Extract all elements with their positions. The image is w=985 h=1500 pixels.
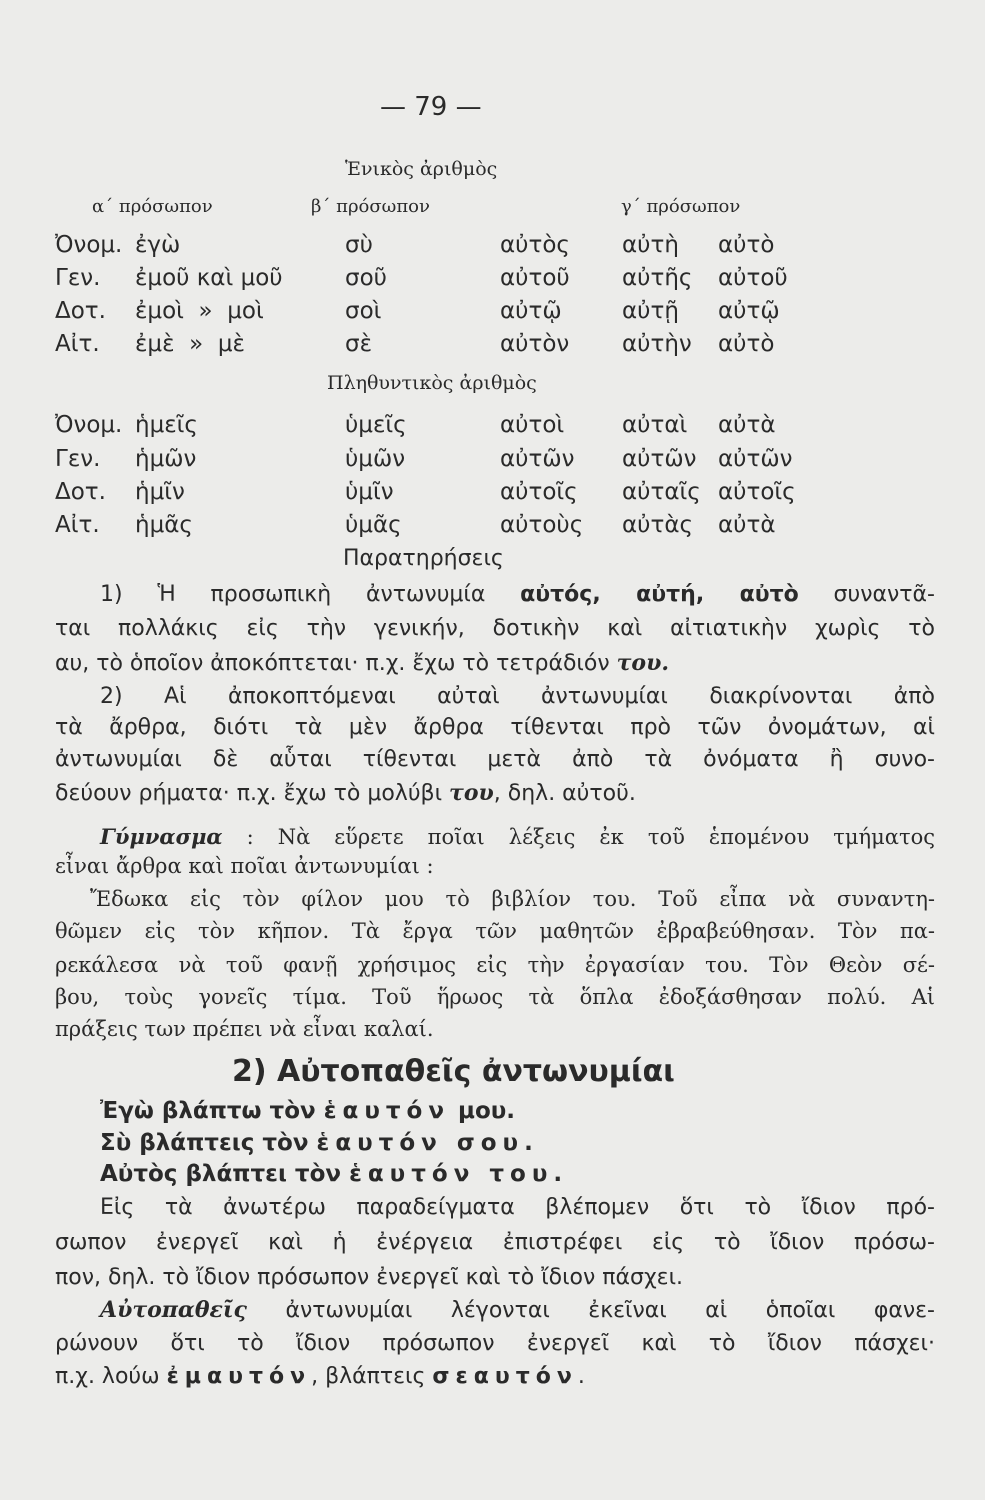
cell-p1: ἡμεῖς <box>135 412 198 438</box>
obs2-line3: ἀντωνυμίαι δὲ αὗται τίθενται μετὰ ἀπὸ τὰ ὀνόματα ἢ συνο- <box>55 747 935 772</box>
exercise-line5: ρεκάλεσα νὰ τοῦ φανῇ χρήσιμος εἰς τὴν ἐργασίαν του. Τὸν Θεὸν σέ- <box>55 953 935 977</box>
plural-heading: Πληθυντικὸς ἀριθμὸς <box>327 372 537 394</box>
cell-masc: αὐτοῦ <box>500 265 570 291</box>
para2-line3: π.χ. λούω ἐμαυτόν, βλάπτεις σεαυτόν. <box>55 1364 585 1389</box>
cell-masc: αὐτῷ <box>500 298 562 324</box>
cell-p2: ὑμᾶς <box>345 512 402 538</box>
case-label: Ὀνομ. <box>55 232 123 258</box>
cell-neut: αὐτοῖς <box>718 479 796 505</box>
cell-neut: αὐτῶν <box>718 446 793 472</box>
section-heading: 2) Αὐτοπαθεῖς ἀντωνυμίαι <box>232 1054 675 1089</box>
person-header-2: β΄ πρόσωπον <box>311 196 430 217</box>
cell-masc: αὐτῶν <box>500 446 575 472</box>
case-label: Δοτ. <box>55 479 106 505</box>
cell-p1: ἐγὼ <box>135 232 181 258</box>
exercise-line4: θῶμεν εἰς τὸν κῆπον. Τὰ ἔργα τῶν μαθητῶν ἐβραβεύθησαν. Τὸν πα- <box>55 919 935 943</box>
exercise-line1: Γύμνασμα : Νὰ εὕρετε ποῖαι λέξεις ἐκ τοῦ ἑπομένου τμήματος <box>100 824 935 849</box>
cell-fem: αὐτὴν <box>622 331 692 357</box>
obs1-line2: ται πολλάκις εἰς τὴν γενικήν, δοτικὴν καὶ αἰτιατικὴν χωρὶς τὸ <box>55 616 935 641</box>
cell-p1: ἐμὲ » μὲ <box>135 331 245 357</box>
example-line: Σὺ βλάπτεις τὸν ἑαυτόν σου. <box>100 1130 539 1156</box>
cell-p2: ὑμεῖς <box>345 412 407 438</box>
cell-p2: ὑμῶν <box>345 446 406 472</box>
example-line: Ἐγὼ βλάπτω τὸν ἑαυτόν μου. <box>100 1098 516 1124</box>
obs2-line4: δεύουν ρήματα· π.χ. ἔχω τὸ μολύβι του, δηλ. αὐτοῦ. <box>55 780 636 806</box>
person-header-1: α΄ πρόσωπον <box>92 196 213 217</box>
case-label: Γεν. <box>55 265 101 291</box>
example-line: Αὐτὸς βλάπτει τὸν ἑαυτόν του. <box>100 1161 569 1187</box>
cell-masc: αὐτοῖς <box>500 479 578 505</box>
cell-p1: ἐμοῦ καὶ μοῦ <box>135 265 283 291</box>
observations-heading: Παρατηρήσεις <box>343 546 504 571</box>
cell-p2: σὺ <box>345 232 373 258</box>
cell-neut: αὐτῷ <box>718 298 780 324</box>
para1-line3: πον, δηλ. τὸ ἴδιον πρόσωπον ἐνεργεῖ καὶ τὸ ἴδιον πάσχει. <box>55 1265 684 1290</box>
cell-masc: αὐτὸν <box>500 331 570 357</box>
cell-fem: αὐτῇ <box>622 298 679 324</box>
para1-line1: Εἰς τὰ ἀνωτέρω παραδείγματα βλέπομεν ὅτι τὸ ἴδιον πρό- <box>100 1195 935 1220</box>
cell-fem: αὐτὴ <box>622 232 679 258</box>
case-label: Γεν. <box>55 446 101 472</box>
cell-p2: ὑμῖν <box>345 479 394 505</box>
cell-fem: αὐτῶν <box>622 446 697 472</box>
cell-fem: αὐταῖς <box>622 479 701 505</box>
para2-line2: ρώνουν ὅτι τὸ ἴδιον πρόσωπον ἐνεργεῖ καὶ τὸ ἴδιον πάσχει· <box>55 1331 935 1356</box>
cell-masc: αὐτοὶ <box>500 412 565 438</box>
obs2-line2: τὰ ἄρθρα, διότι τὰ μὲν ἄρθρα τίθενται πρὸ τῶν ὀνομάτων, αἱ <box>55 715 935 740</box>
cell-neut: αὐτὰ <box>718 412 776 438</box>
cell-neut: αὐτοῦ <box>718 265 788 291</box>
page-number: — 79 — <box>380 92 482 122</box>
case-label: Ὀνομ. <box>55 412 123 438</box>
cell-neut: αὐτὸ <box>718 331 775 357</box>
case-label: Αἰτ. <box>55 512 100 538</box>
case-label: Αἰτ. <box>55 331 100 357</box>
person-header-3: γ΄ πρόσωπον <box>621 196 741 217</box>
cell-neut: αὐτὸ <box>718 232 775 258</box>
cell-p2: σοὶ <box>345 298 382 324</box>
exercise-line3: Ἔδωκα εἰς τὸν φίλον μου τὸ βιβλίον του. Τοῦ εἶπα νὰ συναντη- <box>90 887 935 911</box>
cell-masc: αὐτοὺς <box>500 512 584 538</box>
obs1-line3: αυ, τὸ ὁποῖον ἀποκόπτεται· π.χ. ἔχω τὸ τετράδιόν του. <box>55 650 670 676</box>
exercise-line6: βου, τοὺς γονεῖς τίμα. Τοῦ ἥρωος τὰ ὅπλα ἐδοξάσθησαν πολύ. Αἱ <box>55 985 935 1009</box>
cell-p1: ἡμῖν <box>135 479 185 505</box>
cell-p2: σοῦ <box>345 265 387 291</box>
cell-p1: ἡμᾶς <box>135 512 193 538</box>
exercise-line2: εἶναι ἄρθρα καὶ ποῖαι ἀντωνυμίαι : <box>55 854 434 878</box>
cell-p2: σὲ <box>345 331 373 357</box>
para2-line1: Αὐτοπαθεῖς ἀντωνυμίαι λέγονται ἐκεῖναι αἱ ὁποῖαι φανε- <box>100 1297 935 1323</box>
cell-neut: αὐτὰ <box>718 512 776 538</box>
cell-fem: αὐτὰς <box>622 512 693 538</box>
para1-line2: σωπον ἐνεργεῖ καὶ ἡ ἐνέργεια ἐπιστρέφει εἰς τὸ ἴδιον πρόσω- <box>55 1230 935 1255</box>
cell-p1: ἐμοὶ » μοὶ <box>135 298 264 324</box>
cell-p1: ἡμῶν <box>135 446 197 472</box>
case-label: Δοτ. <box>55 298 106 324</box>
exercise-line7: πράξεις των πρέπει νὰ εἶναι καλαί. <box>55 1017 434 1041</box>
singular-heading: Ἑνικὸς ἀριθμὸς <box>345 158 498 180</box>
cell-fem: αὐταὶ <box>622 412 688 438</box>
obs2-line1: 2) Αἱ ἀποκοπτόμεναι αὐταὶ ἀντωνυμίαι διακρίνονται ἀπὸ <box>100 684 935 709</box>
obs1-line1: 1) Ἡ προσωπικὴ ἀντωνυμία αὐτός, αὐτή, αὐτὸ συναντᾶ- <box>100 582 935 607</box>
cell-fem: αὐτῆς <box>622 265 693 291</box>
cell-masc: αὐτὸς <box>500 232 570 258</box>
